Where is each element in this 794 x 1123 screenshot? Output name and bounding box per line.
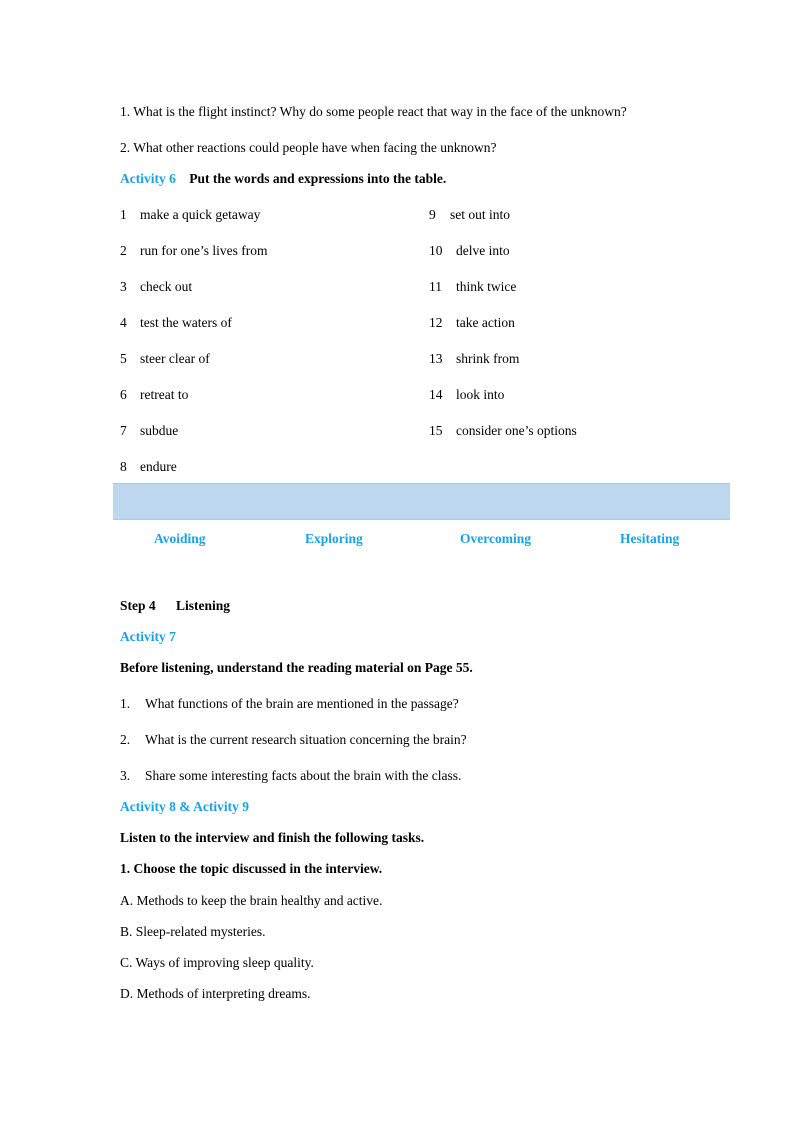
list-item: 9 set out into	[429, 207, 510, 222]
option-d: D. Methods of interpreting dreams.	[120, 986, 311, 1001]
option-c: C. Ways of improving sleep quality.	[120, 955, 314, 970]
task-1-prompt: 1. Choose the topic discussed in the interview.	[120, 861, 383, 876]
list-item: 1. What functions of the brain are mentioned in the passage?	[120, 696, 459, 711]
list-item: 3. Share some interesting facts about the brain with the class.	[120, 768, 462, 783]
activity-8-9-instruction: Listen to the interview and finish the following tasks.	[120, 830, 425, 845]
list-item: 7 subdue	[120, 423, 179, 438]
list-item: 8 endure	[120, 459, 177, 474]
activity-7-instruction: Before listening, understand the reading material on Page 55.	[120, 660, 473, 675]
list-item: 12 take action	[429, 315, 515, 330]
activity-instruction: Put the words and expressions into the table.	[189, 171, 447, 186]
list-item: 2 run for one’s lives from	[120, 243, 268, 258]
list-item: 10 delve into	[429, 243, 510, 258]
list-item: 14 look into	[429, 387, 505, 402]
option-b: B. Sleep-related mysteries.	[120, 924, 266, 939]
step-number: Step 4	[120, 598, 156, 613]
activity-7-label: Activity 7	[120, 629, 176, 644]
list-item: 11 think twice	[429, 279, 517, 294]
list-item: 6 retreat to	[120, 387, 189, 402]
step-title: Listening	[176, 598, 231, 613]
activity-6-heading	[120, 171, 446, 187]
category-hesitating: Hesitating	[620, 531, 680, 546]
table-header-band	[113, 483, 730, 520]
list-item: 5 steer clear of	[120, 351, 210, 366]
list-item: 15 consider one’s options	[429, 423, 577, 438]
step-4-heading	[120, 598, 230, 614]
question-2: 2. What other reactions could people have when facing the unknown?	[120, 140, 497, 155]
list-item: 1 make a quick getaway	[120, 207, 261, 222]
question-1: 1. What is the flight instinct? Why do some people react that way in the face of the unknown?	[120, 104, 627, 119]
option-a: A. Methods to keep the brain healthy and active.	[120, 893, 383, 908]
list-item: 2. What is the current research situation concerning the brain?	[120, 732, 467, 747]
category-avoiding: Avoiding	[154, 531, 206, 546]
list-item: 3 check out	[120, 279, 193, 294]
category-overcoming: Overcoming	[460, 531, 531, 546]
activity-8-9-label: Activity 8 & Activity 9	[120, 799, 249, 814]
list-item: 13 shrink from	[429, 351, 520, 366]
activity-label: Activity 6	[120, 171, 176, 186]
list-item: 4 test the waters of	[120, 315, 232, 330]
category-exploring: Exploring	[305, 531, 363, 546]
